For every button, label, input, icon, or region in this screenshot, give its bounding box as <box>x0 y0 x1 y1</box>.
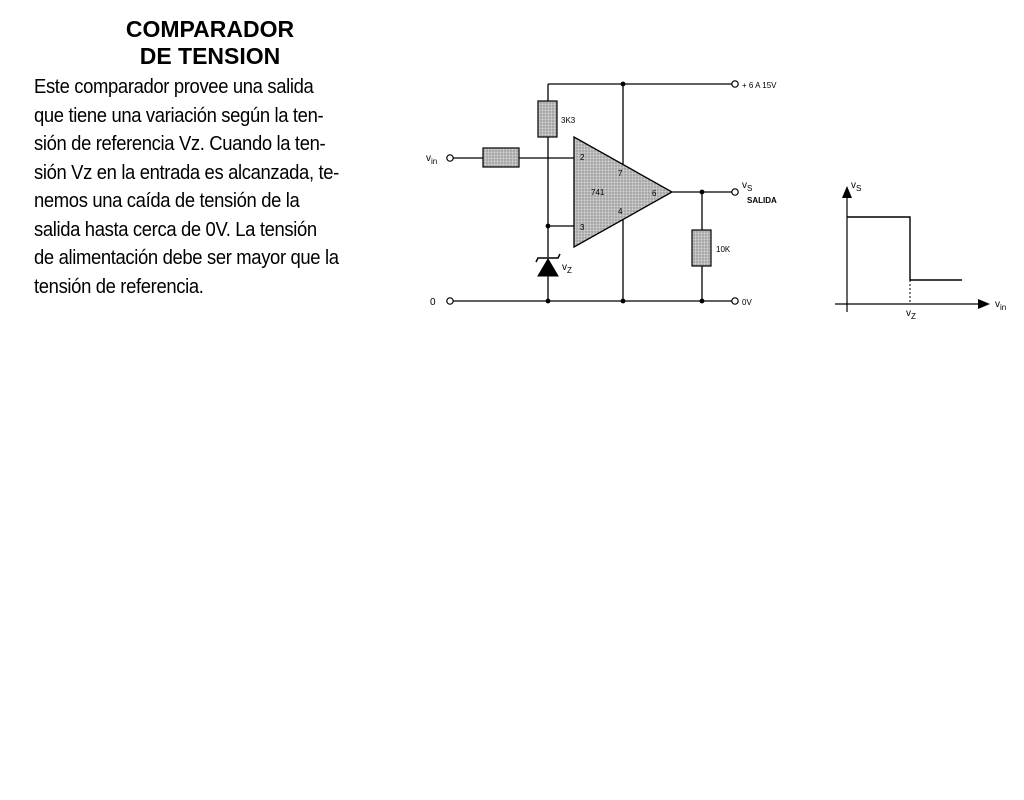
graph-threshold-label: $v_Z$ <box>906 308 916 321</box>
description-line: que tiene una variación según la ten- <box>34 103 324 127</box>
resistor-3k3 <box>538 101 557 137</box>
graph-x-arrow <box>978 299 990 309</box>
zener-label: $v_Z$ <box>562 262 572 275</box>
pin-3-label: 3 <box>580 223 585 232</box>
pin-7-label: 7 <box>618 169 623 178</box>
description-line: sión Vz en la entrada es alcanzada, te- <box>34 160 339 184</box>
title-line-1: COMPARADOR <box>125 16 295 42</box>
ground-right-label: 0V <box>742 298 752 307</box>
terminal-supply <box>732 81 738 87</box>
resistor-input <box>483 148 519 167</box>
pin-2-label: 2 <box>580 153 585 162</box>
resistor-10k-label: 10K <box>716 245 731 254</box>
supply-label: + 6 A 15V <box>742 81 777 90</box>
opamp-label: 741 <box>591 188 605 197</box>
title-line-2: DE TENSION <box>139 43 281 69</box>
description-line: de alimentación debe ser mayor que la <box>34 246 339 269</box>
terminal-ground-right <box>732 298 738 304</box>
graph-x-label: $v_{in}$ <box>995 299 1007 312</box>
pin-4-label: 4 <box>618 207 623 216</box>
terminal-ground-left <box>447 298 453 304</box>
input-label: $v_{in}$ <box>426 153 438 166</box>
transfer-graph <box>835 186 990 312</box>
terminal-output <box>732 189 738 195</box>
pin-6-label: 6 <box>652 189 657 198</box>
description-line: Este comparador provee una salida <box>34 75 314 98</box>
terminal-input <box>447 155 453 161</box>
graph-output-curve <box>847 217 962 280</box>
graph-y-label: $v_S$ <box>851 180 862 193</box>
description-line: tensión de referencia. <box>34 274 204 298</box>
description-line: salida hasta cerca de 0V. La tensión <box>34 217 317 241</box>
description-line: sión de referencia Vz. Cuando la ten- <box>34 132 326 155</box>
description-line: nemos una caída de tensión de la <box>34 189 300 212</box>
ground-left-label: 0 <box>430 297 436 308</box>
output-caption: SALIDA <box>747 196 777 205</box>
resistor-3k3-label: 3K3 <box>561 116 576 125</box>
resistor-10k <box>692 230 711 266</box>
zener-diode <box>536 254 560 276</box>
output-label: $v_S$ <box>742 180 753 193</box>
